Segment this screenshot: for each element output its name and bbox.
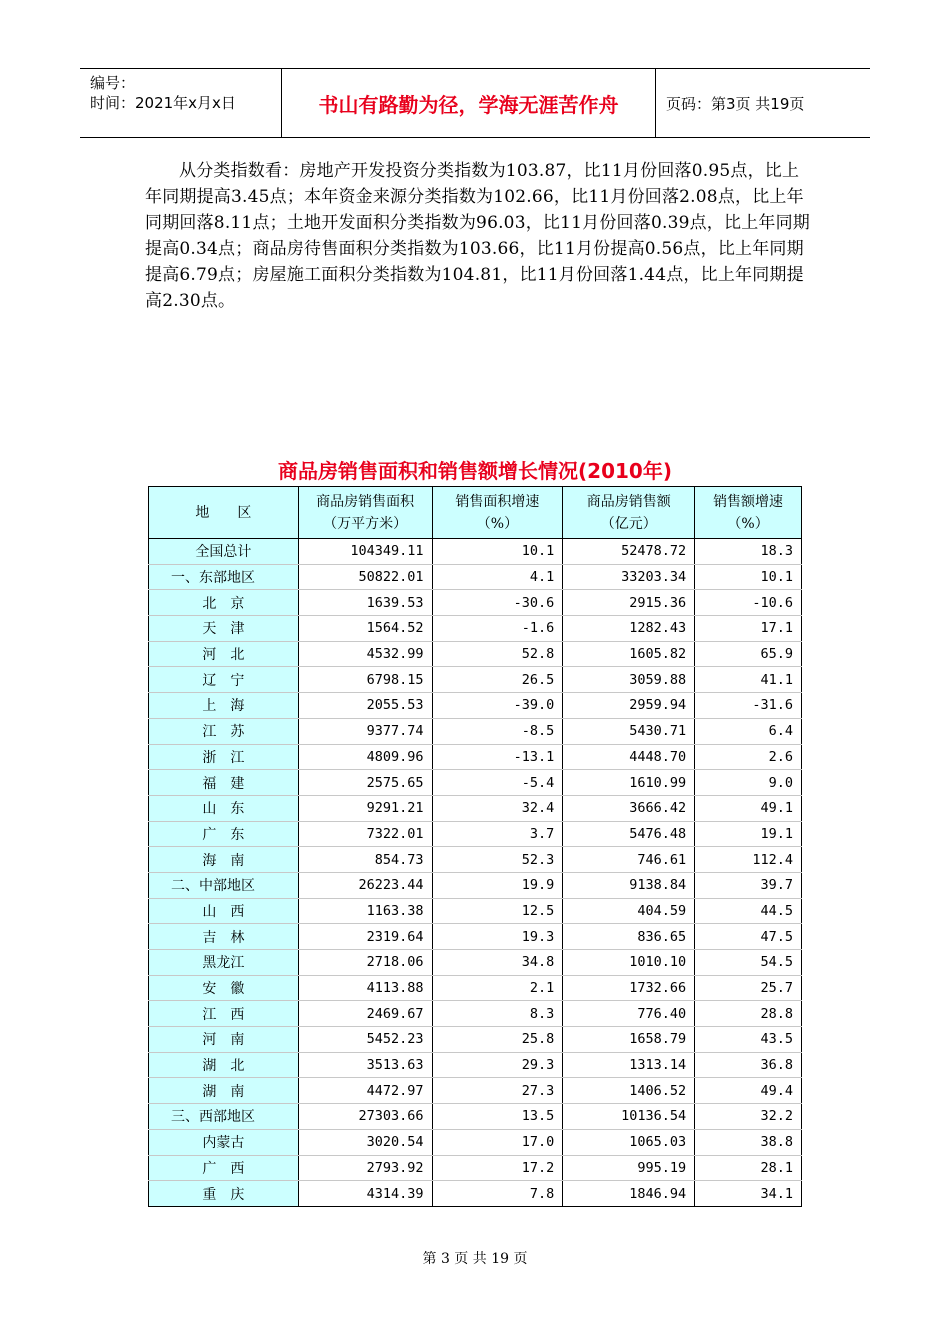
table-row xyxy=(149,693,802,719)
sales-cell: 1732.66 xyxy=(563,975,695,1001)
area-growth-cell: 17.0 xyxy=(432,1129,563,1155)
area-growth-cell: 7.8 xyxy=(432,1181,563,1207)
table-row xyxy=(149,718,802,744)
region-cell: 海 南 xyxy=(149,847,299,873)
sales-growth-cell: 112.4 xyxy=(695,847,802,873)
area-cell: 2793.92 xyxy=(298,1155,432,1181)
sales-cell: 1658.79 xyxy=(563,1027,695,1053)
time-line: 时间：2021年x月x日 xyxy=(90,94,236,112)
sales-cell: 1406.52 xyxy=(563,1078,695,1104)
area-cell: 4113.88 xyxy=(298,975,432,1001)
table-title: 商品房销售面积和销售额增长情况(2010年) xyxy=(278,459,672,483)
sales-growth-cell: 47.5 xyxy=(695,924,802,950)
header-page-info: 页码：第3页 共19页 xyxy=(666,94,805,113)
sales-growth-cell: 19.1 xyxy=(695,821,802,847)
sales-growth-cell: 41.1 xyxy=(695,667,802,693)
table-row xyxy=(149,924,802,950)
table-row xyxy=(149,667,802,693)
area-cell: 50822.01 xyxy=(298,564,432,590)
area-cell: 26223.44 xyxy=(298,872,432,898)
header-cell-sales-growth xyxy=(695,487,802,539)
area-cell: 4314.39 xyxy=(298,1181,432,1207)
sales-cell: 1313.14 xyxy=(563,1052,695,1078)
sales-cell: 9138.84 xyxy=(563,872,695,898)
region-cell: 三、西部地区 xyxy=(149,1104,299,1130)
code-label: 编号： xyxy=(90,74,136,92)
sales-cell: 1610.99 xyxy=(563,770,695,796)
sales-cell: 1846.94 xyxy=(563,1181,695,1207)
header-left xyxy=(90,73,236,113)
table-row xyxy=(149,872,802,898)
table-row xyxy=(149,539,802,565)
table-row xyxy=(149,1001,802,1027)
header-sales-growth-line1: 销售额增速 xyxy=(713,493,784,510)
page-header xyxy=(80,68,870,138)
table-row xyxy=(149,590,802,616)
sales-growth-cell: 2.6 xyxy=(695,744,802,770)
sales-growth-cell: 32.2 xyxy=(695,1104,802,1130)
region-cell: 吉 林 xyxy=(149,924,299,950)
region-cell: 上 海 xyxy=(149,693,299,719)
sales-growth-cell: 28.1 xyxy=(695,1155,802,1181)
sales-cell: 5476.48 xyxy=(563,821,695,847)
table-row xyxy=(149,1078,802,1104)
area-growth-cell: 4.1 xyxy=(432,564,563,590)
sales-cell: 3059.88 xyxy=(563,667,695,693)
sales-cell: 1282.43 xyxy=(563,616,695,642)
area-cell: 4809.96 xyxy=(298,744,432,770)
area-growth-cell: 2.1 xyxy=(432,975,563,1001)
region-cell: 北 京 xyxy=(149,590,299,616)
area-growth-cell: 52.3 xyxy=(432,847,563,873)
table-row xyxy=(149,1155,802,1181)
area-cell: 104349.11 xyxy=(298,539,432,565)
sales-cell: 995.19 xyxy=(563,1155,695,1181)
sales-cell: 52478.72 xyxy=(563,539,695,565)
header-area-line1: 商品房销售面积 xyxy=(316,493,415,510)
area-cell: 2055.53 xyxy=(298,693,432,719)
area-cell: 4532.99 xyxy=(298,641,432,667)
sales-growth-cell: 54.5 xyxy=(695,950,802,976)
region-cell: 黑龙江 xyxy=(149,950,299,976)
region-cell: 内蒙古 xyxy=(149,1129,299,1155)
sales-cell: 836.65 xyxy=(563,924,695,950)
header-cell-region xyxy=(149,487,299,539)
sales-cell: 3666.42 xyxy=(563,795,695,821)
region-cell: 河 南 xyxy=(149,1027,299,1053)
area-growth-cell: -1.6 xyxy=(432,616,563,642)
sales-growth-cell: 38.8 xyxy=(695,1129,802,1155)
header-area-growth-line1: 销售面积增速 xyxy=(455,493,540,510)
table-row xyxy=(149,847,802,873)
header-motto: 书山有路勤为径，学海无涯苦作舟 xyxy=(318,92,619,117)
sales-growth-cell: 9.0 xyxy=(695,770,802,796)
table-row xyxy=(149,1052,802,1078)
table-row xyxy=(149,641,802,667)
area-growth-cell: 17.2 xyxy=(432,1155,563,1181)
sales-cell: 4448.70 xyxy=(563,744,695,770)
header-sales-growth-line2: （%） xyxy=(727,515,769,532)
region-cell: 山 西 xyxy=(149,898,299,924)
area-cell: 2718.06 xyxy=(298,950,432,976)
area-growth-cell: 29.3 xyxy=(432,1052,563,1078)
header-cell-sales xyxy=(563,487,695,539)
table-row xyxy=(149,950,802,976)
area-growth-cell: -5.4 xyxy=(432,770,563,796)
sales-growth-cell: 43.5 xyxy=(695,1027,802,1053)
table-row xyxy=(149,744,802,770)
area-growth-cell: 27.3 xyxy=(432,1078,563,1104)
table-body xyxy=(149,539,802,1207)
sales-growth-cell: 17.1 xyxy=(695,616,802,642)
table-row xyxy=(149,821,802,847)
area-growth-cell: 34.8 xyxy=(432,950,563,976)
page-footer: 第 3 页 共 19 页 xyxy=(422,1251,528,1267)
region-cell: 重 庆 xyxy=(149,1181,299,1207)
area-growth-cell: 52.8 xyxy=(432,641,563,667)
area-growth-cell: 13.5 xyxy=(432,1104,563,1130)
sales-cell: 33203.34 xyxy=(563,564,695,590)
header-region-text: 地 区 xyxy=(195,504,252,521)
area-cell: 27303.66 xyxy=(298,1104,432,1130)
table-row xyxy=(149,1129,802,1155)
area-cell: 1564.52 xyxy=(298,616,432,642)
region-cell: 安 徽 xyxy=(149,975,299,1001)
table-row xyxy=(149,898,802,924)
area-cell: 7322.01 xyxy=(298,821,432,847)
sales-growth-cell: 18.3 xyxy=(695,539,802,565)
sales-growth-cell: -10.6 xyxy=(695,590,802,616)
area-growth-cell: -13.1 xyxy=(432,744,563,770)
region-cell: 广 东 xyxy=(149,821,299,847)
header-area-line2: （万平方米） xyxy=(323,515,408,532)
area-growth-cell: -39.0 xyxy=(432,693,563,719)
sales-cell: 1065.03 xyxy=(563,1129,695,1155)
sales-cell: 746.61 xyxy=(563,847,695,873)
sales-cell: 1010.10 xyxy=(563,950,695,976)
area-cell: 2575.65 xyxy=(298,770,432,796)
area-cell: 4472.97 xyxy=(298,1078,432,1104)
table-row xyxy=(149,1181,802,1207)
table-row xyxy=(149,795,802,821)
area-cell: 5452.23 xyxy=(298,1027,432,1053)
area-growth-cell: 26.5 xyxy=(432,667,563,693)
area-growth-cell: -30.6 xyxy=(432,590,563,616)
sales-growth-cell: 28.8 xyxy=(695,1001,802,1027)
region-cell: 广 西 xyxy=(149,1155,299,1181)
table-row xyxy=(149,975,802,1001)
table-row xyxy=(149,1104,802,1130)
sales-cell: 2959.94 xyxy=(563,693,695,719)
data-table xyxy=(148,486,802,1207)
region-cell: 江 西 xyxy=(149,1001,299,1027)
header-cell-area xyxy=(298,487,432,539)
sales-growth-cell: 34.1 xyxy=(695,1181,802,1207)
sales-growth-cell: 10.1 xyxy=(695,564,802,590)
region-cell: 湖 北 xyxy=(149,1052,299,1078)
area-cell: 6798.15 xyxy=(298,667,432,693)
sales-cell: 2915.36 xyxy=(563,590,695,616)
area-growth-cell: 19.3 xyxy=(432,924,563,950)
area-cell: 3513.63 xyxy=(298,1052,432,1078)
sales-growth-cell: -31.6 xyxy=(695,693,802,719)
header-sales-line1: 商品房销售额 xyxy=(586,493,671,510)
region-cell: 山 东 xyxy=(149,795,299,821)
area-cell: 2469.67 xyxy=(298,1001,432,1027)
area-growth-cell: 3.7 xyxy=(432,821,563,847)
region-cell: 湖 南 xyxy=(149,1078,299,1104)
table-header-row xyxy=(149,487,802,539)
area-growth-cell: -8.5 xyxy=(432,718,563,744)
area-cell: 9291.21 xyxy=(298,795,432,821)
sales-cell: 1605.82 xyxy=(563,641,695,667)
area-cell: 854.73 xyxy=(298,847,432,873)
region-cell: 一、东部地区 xyxy=(149,564,299,590)
area-growth-cell: 10.1 xyxy=(432,539,563,565)
area-growth-cell: 12.5 xyxy=(432,898,563,924)
sales-growth-cell: 25.7 xyxy=(695,975,802,1001)
table-row xyxy=(149,564,802,590)
region-cell: 全国总计 xyxy=(149,539,299,565)
table-row xyxy=(149,770,802,796)
header-area-growth-line2: （%） xyxy=(476,515,519,532)
area-growth-cell: 8.3 xyxy=(432,1001,563,1027)
sales-growth-cell: 49.1 xyxy=(695,795,802,821)
region-cell: 天 津 xyxy=(149,616,299,642)
header-divider-right xyxy=(655,69,656,137)
area-cell: 3020.54 xyxy=(298,1129,432,1155)
sales-cell: 404.59 xyxy=(563,898,695,924)
table-row xyxy=(149,1027,802,1053)
area-growth-cell: 25.8 xyxy=(432,1027,563,1053)
region-cell: 浙 江 xyxy=(149,744,299,770)
area-cell: 2319.64 xyxy=(298,924,432,950)
region-cell: 辽 宁 xyxy=(149,667,299,693)
area-cell: 1639.53 xyxy=(298,590,432,616)
sales-growth-cell: 49.4 xyxy=(695,1078,802,1104)
body-paragraph: 从分类指数看：房地产开发投资分类指数为103.87，比11月份回落0.95点，比上年同期提高3.45点；本年资金来源分类指数为102.66，比11月份回落2.08点，比上年同期回落8.11点；土地开发面积分类指数为96.03，比11月份回落0.39点，比上年同期提高0.34点；商品房待售面积分类指数为103.66，比11月份提高0.56点，比上年同期提高6.79点；房屋施工面积分类指数为104.81，比11月份回落1.44点，比上年同期提高2.30点。 xyxy=(145,161,811,311)
region-cell: 福 建 xyxy=(149,770,299,796)
sales-growth-cell: 39.7 xyxy=(695,872,802,898)
table-row xyxy=(149,616,802,642)
area-cell: 9377.74 xyxy=(298,718,432,744)
region-cell: 河 北 xyxy=(149,641,299,667)
area-growth-cell: 19.9 xyxy=(432,872,563,898)
sales-cell: 776.40 xyxy=(563,1001,695,1027)
sales-growth-cell: 6.4 xyxy=(695,718,802,744)
header-cell-area-growth xyxy=(432,487,563,539)
header-sales-line2: （亿元） xyxy=(600,515,657,532)
sales-growth-cell: 65.9 xyxy=(695,641,802,667)
sales-cell: 5430.71 xyxy=(563,718,695,744)
region-cell: 江 苏 xyxy=(149,718,299,744)
area-cell: 1163.38 xyxy=(298,898,432,924)
area-growth-cell: 32.4 xyxy=(432,795,563,821)
sales-growth-cell: 36.8 xyxy=(695,1052,802,1078)
sales-growth-cell: 44.5 xyxy=(695,898,802,924)
sales-cell: 10136.54 xyxy=(563,1104,695,1130)
region-cell: 二、中部地区 xyxy=(149,872,299,898)
